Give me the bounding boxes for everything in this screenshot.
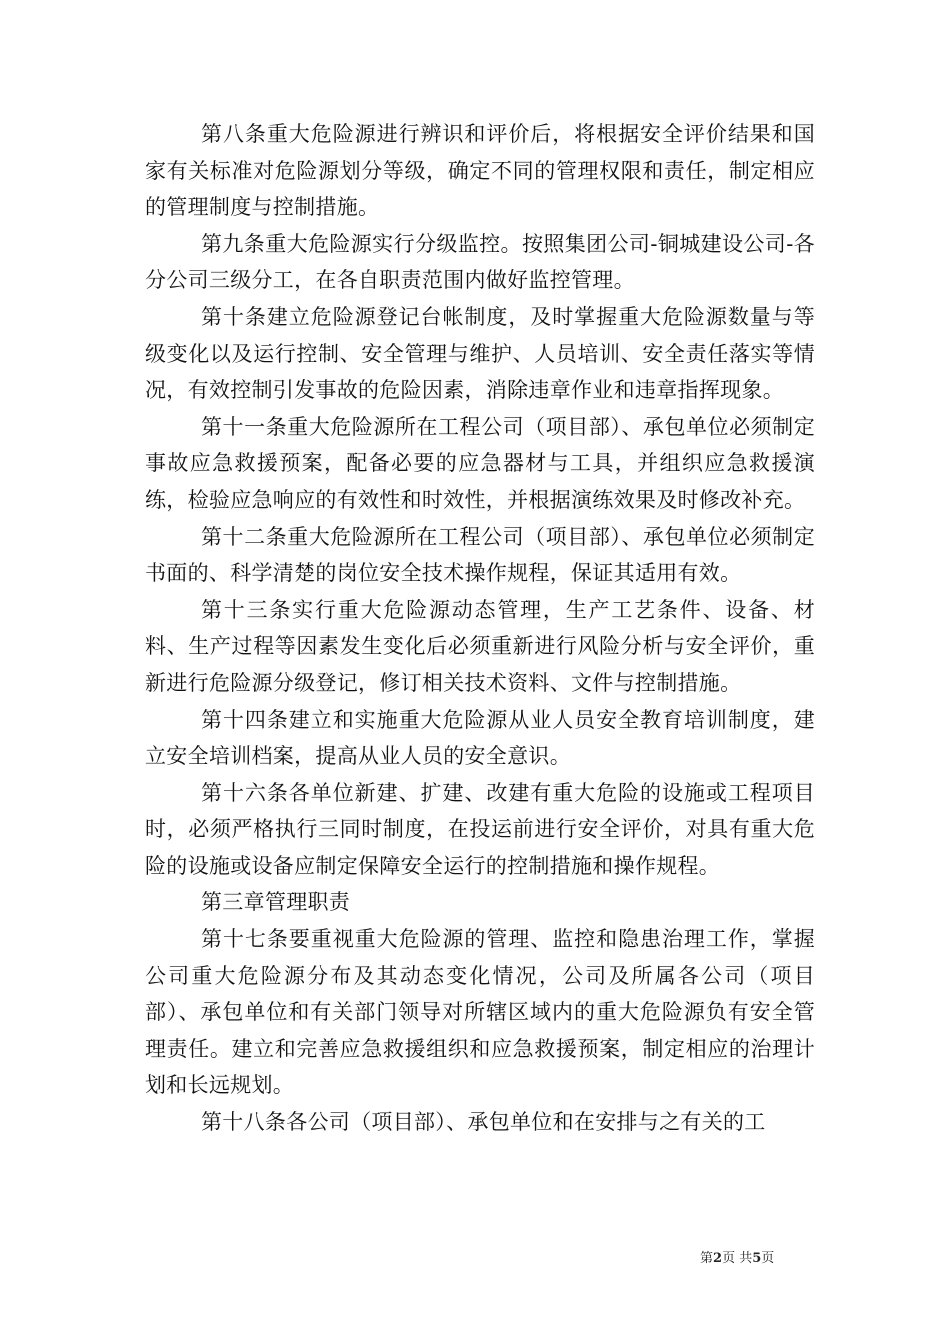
article-17-paragraph: 第十七条要重视重大危险源的管理、监控和隐患治理工作，掌握公司重大危险源分布及其动态变化情况，公司及所属各公司（项目部）、承包单位和有关部门领导对所辖区域内的重大危险源负有安全管理责任。建立和完善应急救援组织和应急救援预案，制定相应的治理计划和长远规划。 bbox=[145, 927, 815, 1098]
footer-middle: 页 共 bbox=[722, 1251, 753, 1266]
article-10-paragraph: 第十条建立危险源登记台帐制度，及时掌握重大危险源数量与等级变化以及运行控制、安全管理与维护、人员培训、安全责任落实等情况，有效控制引发事故的危险因素，消除违章作业和违章指挥现象。 bbox=[145, 304, 815, 403]
article-14-paragraph: 第十四条建立和实施重大危险源从业人员安全教育培训制度，建立安全培训档案，提高从业人员的安全意识。 bbox=[145, 707, 815, 769]
article-9-paragraph: 第九条重大危险源实行分级监控。按照集团公司-铜城建设公司-各分公司三级分工，在各自职责范围内做好监控管理。 bbox=[145, 231, 815, 293]
footer-prefix: 第 bbox=[700, 1251, 714, 1266]
chapter-3-heading: 第三章管理职责 bbox=[201, 890, 351, 915]
page-number-footer bbox=[700, 1247, 774, 1266]
article-11-paragraph: 第十一条重大危险源所在工程公司（项目部）、承包单位必须制定事故应急救援预案，配备必要的应急器材与工具，并组织应急救援演练，检验应急响应的有效性和时效性，并根据演练效果及时修改补充。 bbox=[145, 414, 815, 512]
document-body bbox=[145, 116, 815, 1141]
article-18-paragraph: 第十八条各公司（项目部）、承包单位和在安排与之有关的工 bbox=[201, 1110, 766, 1135]
article-16-paragraph: 第十六条各单位新建、扩建、改建有重大危险的设施或工程项目时，必须严格执行三同时制度，在投运前进行安全评价，对具有重大危险的设施或设备应制定保障安全运行的控制措施和操作规程。 bbox=[145, 780, 815, 878]
article-8-paragraph: 第八条重大危险源进行辨识和评价后，将根据安全评价结果和国家有关标准对危险源划分等级，确定不同的管理权限和责任，制定相应的管理制度与控制措施。 bbox=[145, 122, 815, 220]
footer-suffix: 页 bbox=[761, 1251, 775, 1266]
article-12-paragraph: 第十二条重大危险源所在工程公司（项目部）、承包单位必须制定书面的、科学清楚的岗位安全技术操作规程，保证其适用有效。 bbox=[145, 524, 815, 586]
total-pages-number: 5 bbox=[752, 1251, 762, 1266]
article-13-paragraph: 第十三条实行重大危险源动态管理，生产工艺条件、设备、材料、生产过程等因素发生变化后必须重新进行风险分析与安全评价，重新进行危险源分级登记，修订相关技术资料、文件与控制措施。 bbox=[145, 597, 815, 695]
current-page-number: 2 bbox=[713, 1251, 723, 1266]
